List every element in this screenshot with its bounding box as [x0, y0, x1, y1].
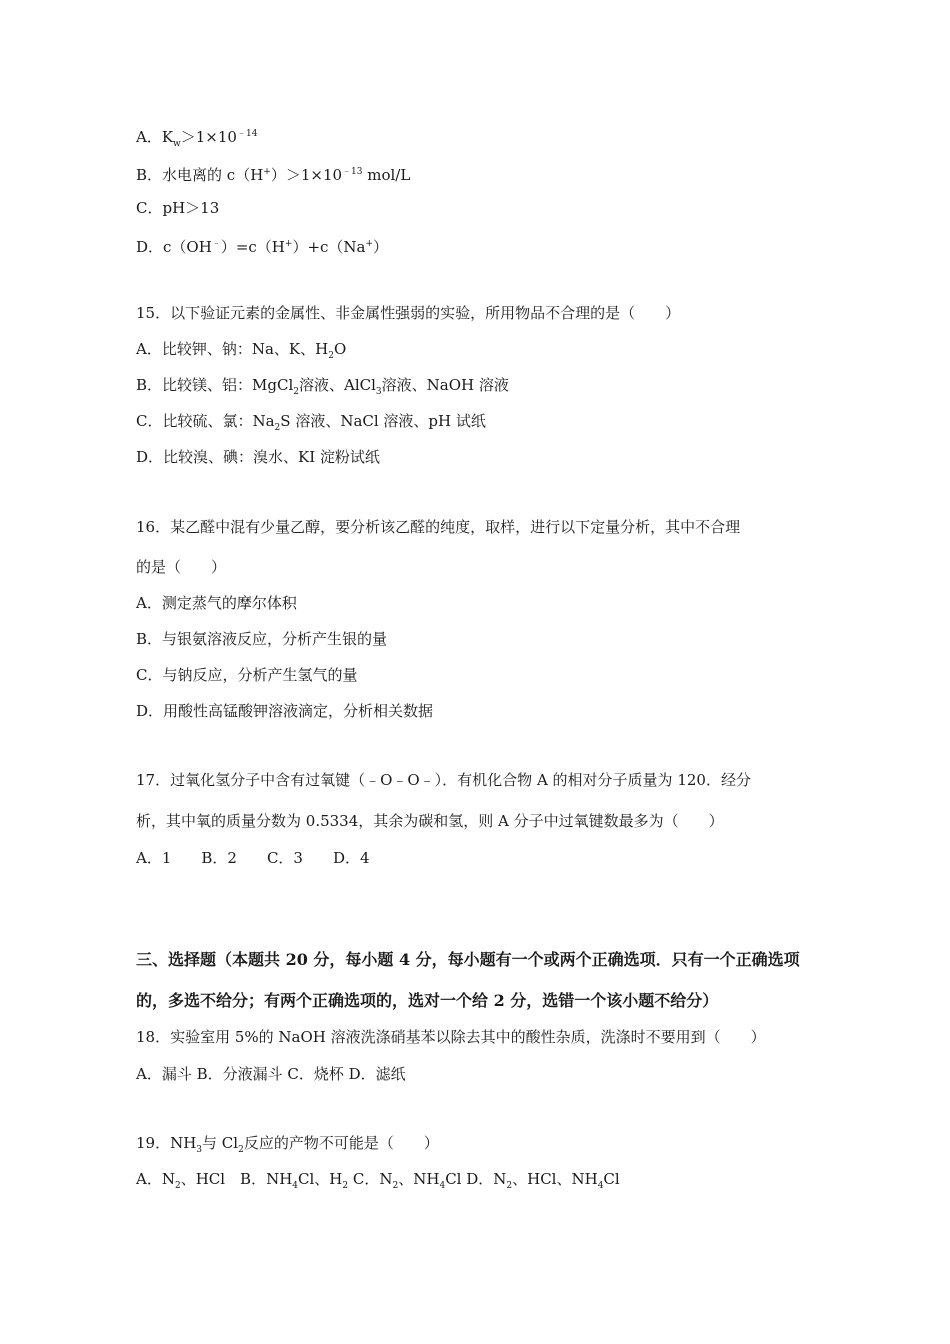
q17-options: A．1 B．2 C．3 D．4	[136, 849, 370, 867]
q17-stem-line2: 析，其中氧的质量分数为 0.5334，其余为碳和氢，则 A 分子中过氧键数最多为（ ）	[136, 812, 724, 830]
q18-options: A．漏斗 B．分液漏斗 C．烧杯 D．滤纸	[136, 1065, 406, 1083]
q16-option-d: D．用酸性高锰酸钾溶液滴定，分析相关数据	[136, 702, 434, 720]
q16-stem-line1: 16．某乙醛中混有少量乙醇，要分析该乙醛的纯度，取样，进行以下定量分析，其中不合理	[136, 518, 741, 536]
q19-stem: 19．$NH_3$与 $Cl_2$反应的产物不可能是（ ）	[136, 1134, 439, 1155]
q19-options: A．$N_2$、HCl B．$NH_4Cl$、$H_2$ C．$N_2$、$NH_4Cl$ D．$N_2$、HCl、$NH_4Cl$	[136, 1170, 620, 1191]
q15-option-a: A．比较钾、钠：Na、K、$H_2O$	[136, 340, 347, 361]
q14-option-d: D．c（OH﹣）=c（H+）+c（Na+）	[136, 238, 389, 256]
q15-option-d: D．比较溴、碘：溴水、KI 淀粉试纸	[136, 448, 380, 466]
q14-option-c: C．pH＞13	[136, 199, 220, 217]
q15-option-c: C．比较硫、氯：$Na_2S$ 溶液、NaCl 溶液、pH 试纸	[136, 412, 486, 433]
q18-stem: 18．实验室用 5%的 NaOH 溶液洗涤硝基苯以除去其中的酸性杂质，洗涤时不要用到（ ）	[136, 1028, 766, 1046]
q17-stem-line1: 17．过氧化氢分子中含有过氧键（﹣O﹣O﹣）．有机化合物 A 的相对分子质量为 120．经分	[136, 771, 751, 789]
q16-option-b: B．与银氨溶液反应，分析产生银的量	[136, 630, 388, 648]
q15-stem: 15．以下验证元素的金属性、非金属性强弱的实验，所用物品不合理的是（ ）	[136, 304, 681, 322]
q16-option-c: C．与钠反应，分析产生氢气的量	[136, 666, 358, 684]
q14-option-a: A．$K_w>1\times 10^{﹣14}$	[136, 128, 258, 149]
section3-heading-line2: 的，多选不给分；有两个正确选项的，选对一个给 2 分，选错一个该小题不给分）	[136, 991, 719, 1010]
q14-option-b: B．水电离的 $c(H^+)>1\times 10^{﹣13}$ mol/L	[136, 166, 411, 184]
section3-heading-line1: 三、选择题（本题共 20 分，每小题 4 分，每小题有一个或两个正确选项．只有一个正确选项	[136, 950, 800, 969]
q16-option-a: A．测定蒸气的摩尔体积	[136, 594, 297, 612]
q16-stem-line2: 的是（ ）	[136, 558, 227, 576]
q15-option-b: B．比较镁、铝：MgCl$_2$溶液、AlCl$_3$溶液、NaOH 溶液	[136, 376, 509, 397]
